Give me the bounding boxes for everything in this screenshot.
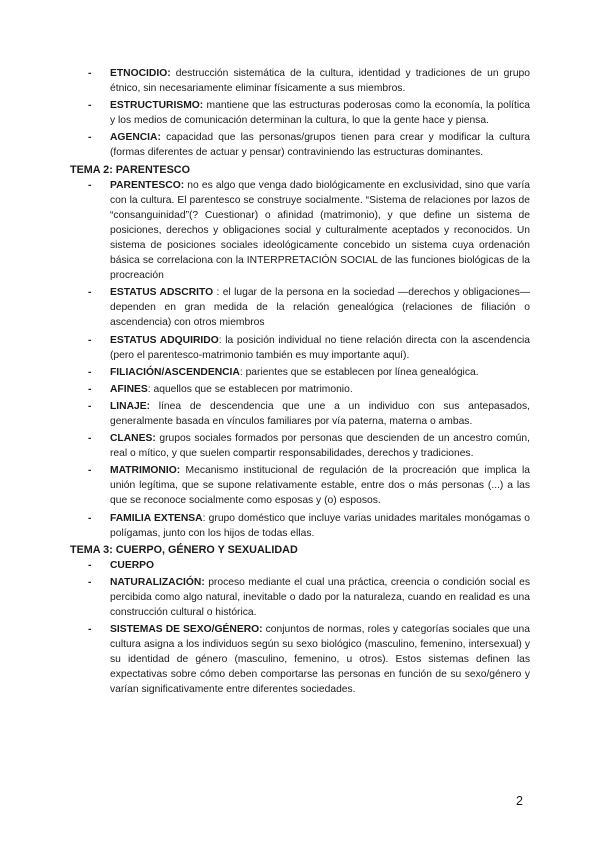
section-title-tema-3: TEMA 3: CUERPO, GÉNERO Y SEXUALIDAD — [70, 543, 298, 556]
definition: no es algo que venga dado biológicamente en exclusividad, sino que varía con la cultura. El parentesco se construye socialmente. “Sistema de relaciones por lazos de “consanguinidad”(? Cuestionar) o afinidad (matrimonio), y que define un sistema de posiciones, derechos y obligaciones social y culturalmente aceptados y reconocidos. Un sistema de posiciones sociales ideológicamente concebido un sistema cuya ordenación básica se correlaciona con la INTERPRETACIÓN SOCIAL de las funciones biológicas de la procreación — [110, 179, 530, 282]
bullet-dash: - — [88, 287, 92, 299]
list-item-sistemas-sexo-genero — [70, 622, 530, 697]
term: FILIACIÓN/ASCENDENCIA — [110, 366, 240, 378]
definition: : la posición individual no tiene relación directa con la ascendencia (pero el parentesco-matrimonio también es muy importante aquí). — [110, 334, 530, 361]
bullet-dash: - — [88, 400, 92, 412]
term: ETNOCIDIO: — [110, 68, 171, 79]
definition: : grupo doméstico que incluye varias unidades maritales monógamas o polígamas, junto con los hijos de todas ellas. — [110, 512, 531, 539]
bullet-dash: - — [88, 366, 92, 378]
term: AGENCIA: — [110, 132, 161, 144]
list-item-naturalizacion — [70, 575, 530, 620]
list-item-estructurismo — [70, 98, 530, 128]
definition: mantiene que las estructuras poderosas como la economía, la política y los medios de comunicación determinan la cultura, lo que la gente hace y piensa. — [110, 100, 530, 127]
bullet-dash: - — [88, 465, 92, 477]
definition: : el lugar de la persona en la sociedad —derechos y obligaciones—dependen en gran medida de la relación genealógica (relaciones de filiación o ascendencia) con otros miembros — [110, 287, 531, 329]
list-item-matrimonio — [70, 463, 530, 508]
list-item-parentesco — [70, 178, 530, 284]
definition: : parientes que se establecen por línea genealógica. — [239, 366, 479, 378]
bullet-dash: - — [88, 100, 92, 112]
term: CLANES: — [110, 433, 156, 445]
definition: conjuntos de normas, roles y categorías sociales que una cultura asigna a los individuos según su sexo biológico (masculino, femenino, intersexual) y su identidad de género (masculino, femenino, u otros). Estos sistemas definen las expectativas sobre cómo deben comportarse las personas en función de su sexo/género y varían significativamente entre diferentes sociedades. — [110, 624, 530, 696]
definition: destrucción sistemática de la cultura, identidad y tradiciones de un grupo étnico, sin necesariamente eliminar físicamente a sus miembros. — [110, 68, 530, 95]
term: ESTRUCTURISMO: — [110, 100, 204, 112]
term: NATURALIZACIÓN: — [110, 576, 205, 588]
list-item-etnocidio — [70, 66, 530, 96]
list-item-clanes — [70, 431, 530, 461]
list-item-familia-extensa — [70, 511, 530, 541]
definition: capacidad que las personas/grupos tienen para crear y modificar la cultura (formas diferentes de actuar y pensar) contraviniendo las estructuras dominantes. — [110, 132, 530, 159]
bullet-dash: - — [88, 433, 92, 445]
definition: grupos sociales formados por personas que descienden de un ancestro común, real o mítico, y que suelen compartir responsabilidades, derechos y tradiciones. — [110, 433, 530, 460]
list-item-estatus-adquirido — [70, 333, 530, 363]
list-item-estatus-adscrito — [70, 285, 530, 330]
bullet-dash: - — [88, 68, 92, 79]
list-item-agencia — [70, 130, 530, 160]
definition: línea de descendencia que une a un individuo con sus antepasados, generalmente basada en vínculos familiares por vía paterna, materna o ambas. — [110, 400, 530, 427]
bullet-dash: - — [88, 624, 92, 636]
definition: : aquellos que se establecen por matrimonio. — [147, 383, 353, 395]
bullet-dash: - — [88, 559, 92, 571]
term: SISTEMAS DE SEXO/GÉNERO: — [110, 624, 263, 636]
term: PARENTESCO: — [110, 179, 185, 191]
term: CUERPO — [110, 559, 155, 571]
term: AFINES — [110, 383, 148, 395]
bullet-dash: - — [88, 383, 92, 395]
list-item-cuerpo — [70, 558, 530, 573]
bullet-dash: - — [88, 576, 92, 588]
term: MATRIMONIO: — [110, 465, 181, 477]
bullet-dash: - — [88, 132, 92, 144]
page-number: 2 — [516, 794, 523, 808]
section-title-tema-2: TEMA 2: PARENTESCO — [70, 163, 190, 176]
definition: proceso mediante el cual una práctica, creencia o condición social es percibida como algo natural, inevitable o dado por la naturaleza, cuando en realidad es una construcción cultural o histórica. — [110, 576, 530, 618]
list-item-linaje — [70, 399, 530, 429]
term: ESTATUS ADQUIRIDO — [110, 334, 219, 346]
bullet-dash: - — [88, 334, 92, 346]
definition: Mecanismo institucional de regulación de la procreación que implica la unión legítima, que se supone relativamente estable, entre dos o más personas (...) a las que se reconoce socialmente como esposas y (o) esposos. — [110, 465, 530, 507]
list-item-filiacion — [70, 365, 530, 380]
term: LINAJE: — [110, 400, 151, 412]
term: FAMILIA EXTENSA — [110, 512, 203, 524]
bullet-dash: - — [88, 512, 92, 524]
list-item-afines — [70, 382, 530, 397]
bullet-dash: - — [88, 179, 92, 191]
term: ESTATUS ADSCRITO — [110, 287, 214, 299]
document-body — [70, 66, 530, 700]
